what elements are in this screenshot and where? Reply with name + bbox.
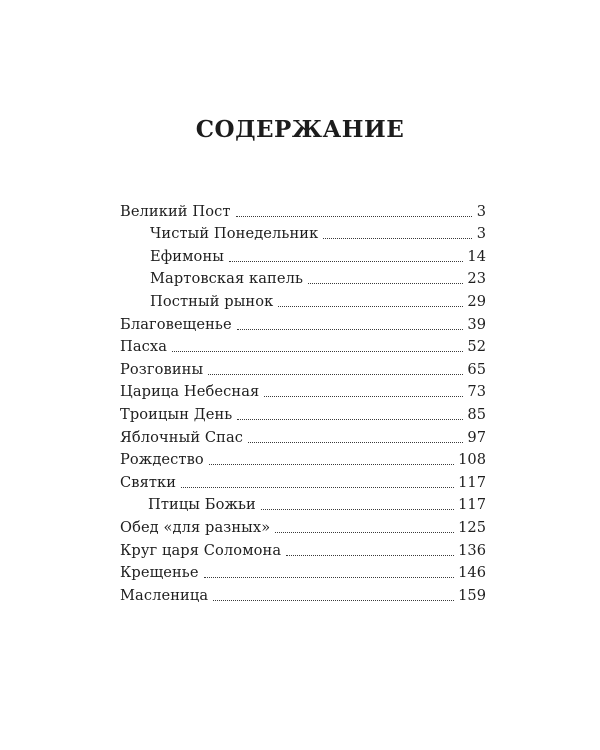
- toc-entry-title: Круг царя Соломона: [120, 541, 282, 559]
- dot-leader: [323, 238, 472, 239]
- toc-entry[interactable]: [120, 401, 486, 424]
- toc-entry[interactable]: [120, 582, 486, 605]
- dot-leader: [172, 351, 463, 352]
- toc-entry-title: Благовещенье: [120, 315, 232, 333]
- toc-entry[interactable]: [120, 198, 486, 221]
- toc-entry-title: Розговины: [120, 360, 204, 378]
- dot-leader: [209, 464, 454, 465]
- toc-entry-title: Чистый Понедельник: [150, 225, 319, 243]
- toc-entry[interactable]: [120, 469, 486, 492]
- toc-entry-page: 52: [467, 338, 486, 356]
- toc-entry[interactable]: [120, 560, 486, 583]
- toc-entry-title: Великий Пост: [120, 202, 231, 220]
- dot-leader: [248, 442, 463, 443]
- toc-entry-title: Масленица: [120, 586, 209, 604]
- toc-entry[interactable]: [120, 537, 486, 560]
- dot-leader: [204, 577, 455, 578]
- toc-entry[interactable]: [120, 447, 486, 470]
- toc-subentry[interactable]: [120, 221, 486, 244]
- dot-leader: [286, 555, 454, 556]
- toc-entry-page: 65: [467, 360, 486, 378]
- dot-leader: [275, 532, 454, 533]
- toc-entry-page: 23: [467, 270, 486, 288]
- toc-entry[interactable]: [120, 311, 486, 334]
- toc-entry-page: 136: [458, 541, 486, 559]
- toc-entry-title: Царица Небесная: [120, 383, 260, 401]
- toc-entry-page: 125: [458, 518, 486, 536]
- toc-entry-page: 3: [476, 202, 486, 220]
- toc-entry[interactable]: [120, 424, 486, 447]
- toc-entry-title: Постный рынок: [150, 292, 274, 310]
- dot-leader: [236, 216, 472, 217]
- toc-entry-page: 117: [458, 496, 486, 514]
- toc-subentry[interactable]: [120, 492, 486, 515]
- toc-entry-page: 97: [467, 428, 486, 446]
- toc-entry-title: Мартовская капель: [150, 270, 304, 288]
- toc-entry-title: Святки: [120, 473, 177, 491]
- page-title: СОДЕРЖАНИЕ: [195, 116, 405, 143]
- table-of-contents: [120, 198, 486, 605]
- toc-entry[interactable]: [120, 334, 486, 357]
- dot-leader: [237, 419, 463, 420]
- toc-entry-page: 85: [467, 405, 486, 423]
- toc-entry-title: Рождество: [120, 451, 204, 469]
- dot-leader: [237, 329, 464, 330]
- toc-entry-title: Пасха: [120, 338, 168, 356]
- toc-entry-title: Крещенье: [120, 564, 199, 582]
- toc-subentry[interactable]: [120, 266, 486, 289]
- dot-leader: [181, 487, 454, 488]
- dot-leader: [278, 306, 463, 307]
- toc-entry[interactable]: [120, 356, 486, 379]
- toc-entry-page: 3: [476, 225, 486, 243]
- toc-entry-page: 108: [458, 451, 486, 469]
- dot-leader: [308, 283, 463, 284]
- toc-entry-title: Обед «для разных»: [120, 518, 271, 536]
- toc-subentry[interactable]: [120, 243, 486, 266]
- toc-entry-page: 117: [458, 473, 486, 491]
- toc-entry-title: Яблочный Спас: [120, 428, 244, 446]
- toc-entry-page: 14: [467, 247, 486, 265]
- dot-leader: [213, 600, 454, 601]
- toc-entry[interactable]: [120, 379, 486, 402]
- toc-entry-page: 39: [467, 315, 486, 333]
- dot-leader: [229, 261, 463, 262]
- dot-leader: [261, 509, 454, 510]
- toc-subentry[interactable]: [120, 288, 486, 311]
- toc-entry-title: Птицы Божьи: [148, 496, 256, 514]
- toc-entry-title: Ефимоны: [150, 247, 224, 265]
- toc-entry-page: 73: [467, 383, 486, 401]
- toc-entry-page: 29: [467, 292, 486, 310]
- toc-entry[interactable]: [120, 514, 486, 537]
- toc-entry-page: 146: [458, 564, 486, 582]
- toc-entry-title: Троицын День: [120, 405, 233, 423]
- dot-leader: [264, 396, 463, 397]
- dot-leader: [208, 374, 463, 375]
- toc-entry-page: 159: [458, 586, 486, 604]
